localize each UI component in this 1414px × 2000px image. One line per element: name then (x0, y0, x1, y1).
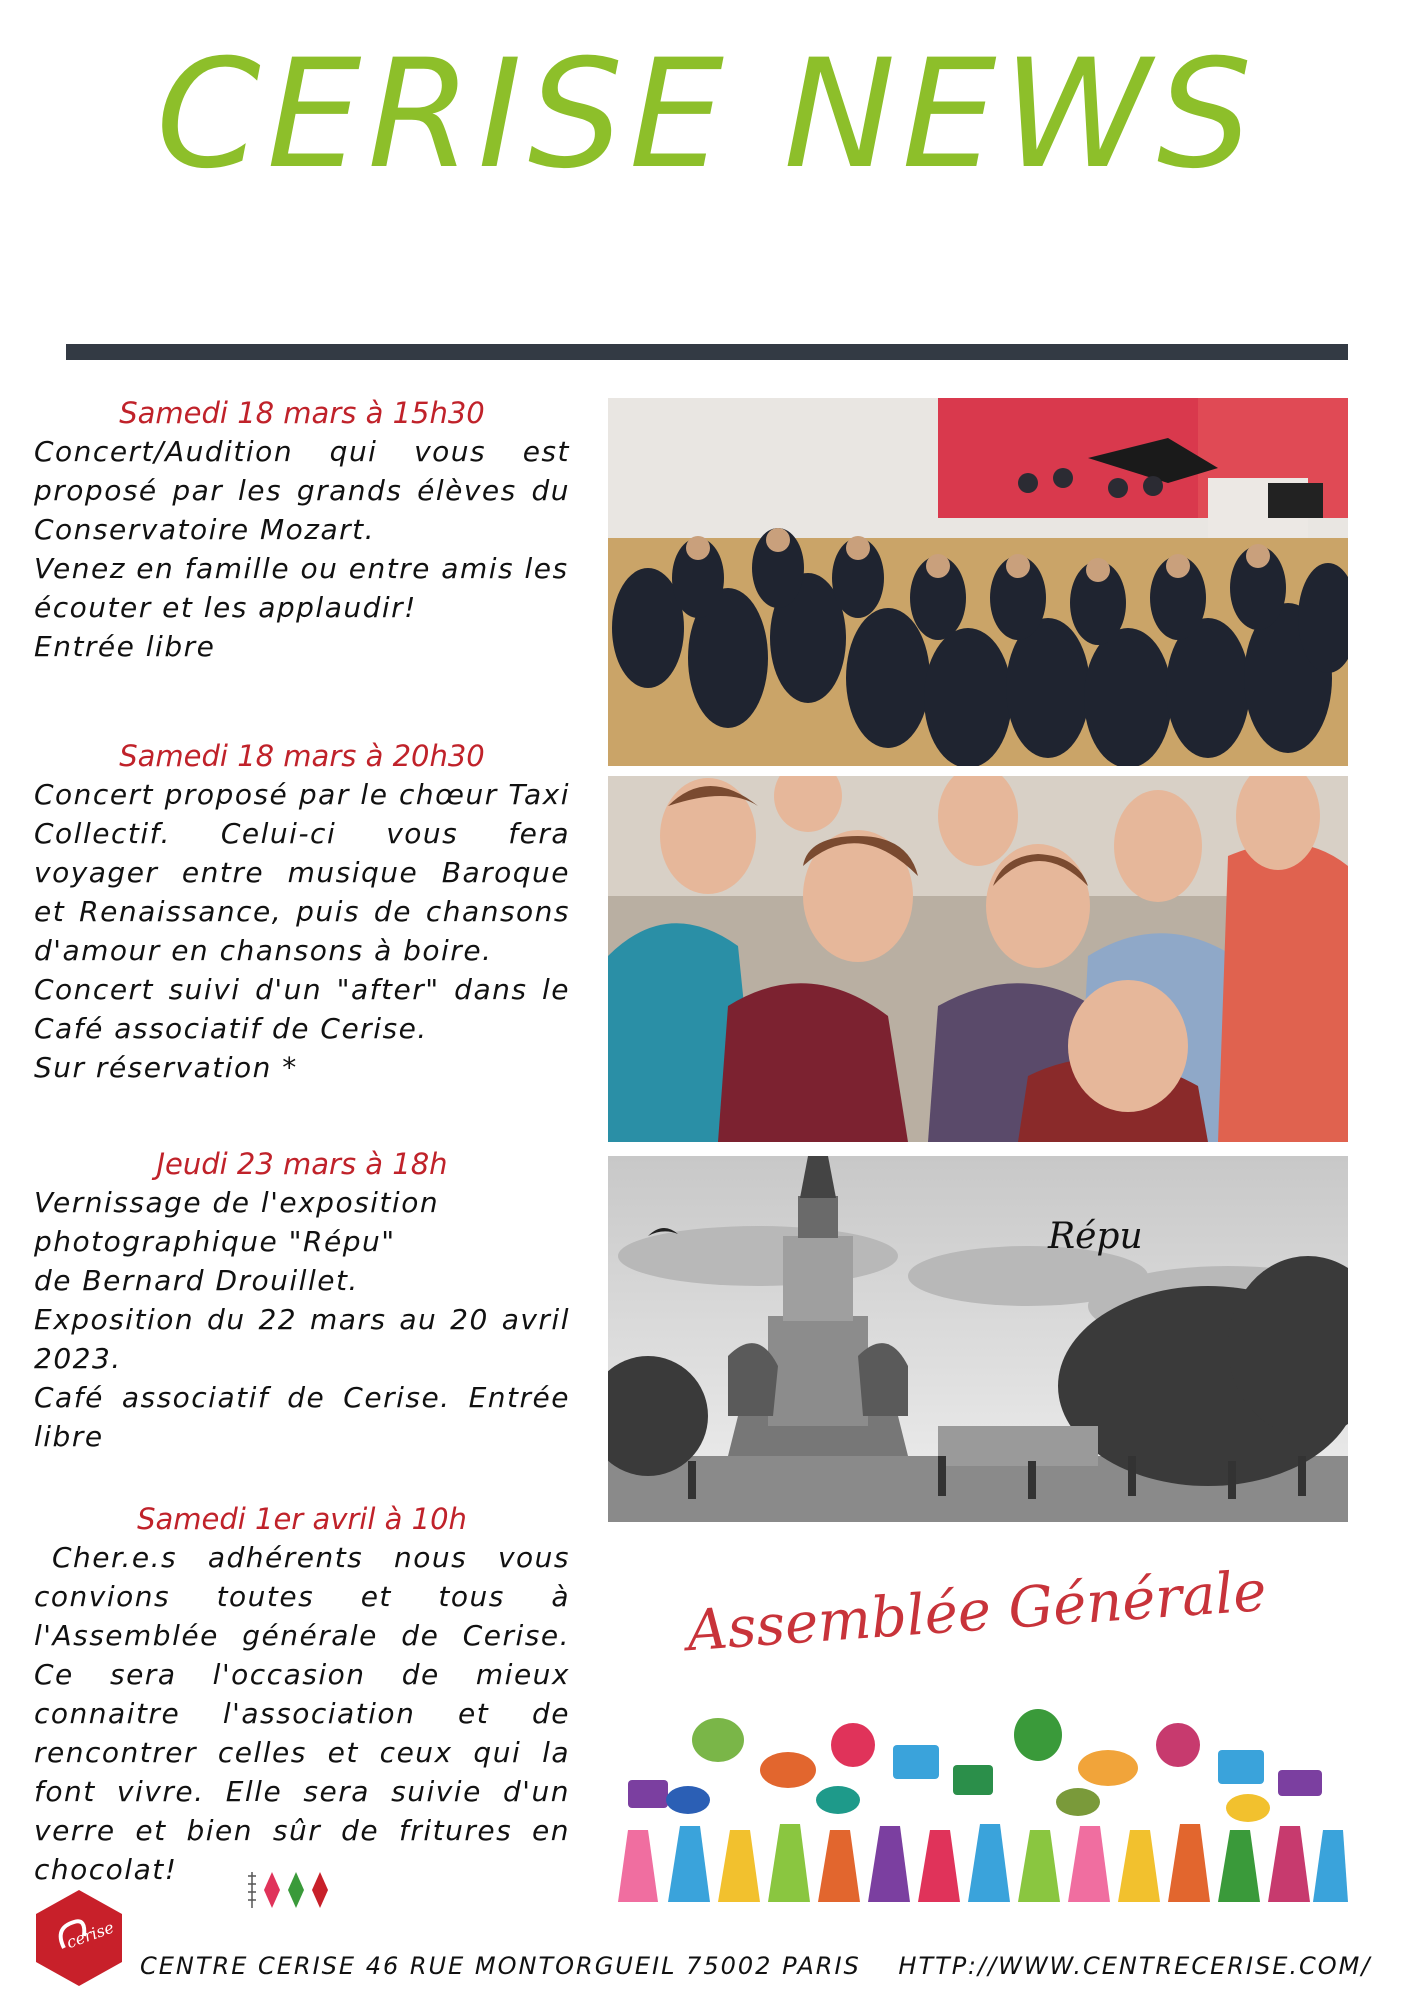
event-description (34, 1183, 570, 1456)
event-line: Vernissage de l'exposition (34, 1186, 440, 1219)
event-date: Jeudi 23 mars à 18h (156, 1147, 448, 1181)
event-description (34, 1538, 570, 1889)
event-vernissage (34, 1145, 570, 1456)
event-line: de Bernard Drouillet. (34, 1264, 359, 1297)
event-concert-audition (34, 394, 570, 666)
event-date: Samedi 18 mars à 15h30 (119, 396, 485, 430)
event-line: photographique "Répu" (34, 1225, 396, 1258)
assemblee-image (608, 1530, 1348, 1902)
event-line: Café associatif de Cerise. Entrée libre (34, 1381, 570, 1453)
event-description (34, 432, 570, 666)
event-line: Sur réservation * (34, 1051, 298, 1084)
event-date: Samedi 18 mars à 20h30 (119, 739, 485, 773)
footer (140, 1952, 1399, 1980)
page-title: CERISE NEWS (155, 28, 1259, 202)
event-assemblee (34, 1500, 570, 1889)
fish-decoration-icon (244, 1868, 334, 1912)
repu-caption: Répu (1048, 1216, 1143, 1257)
event-line: Cher.e.s adhérents nous vous convions toutes et tous à l'Assemblée générale de Cerise. Ce sera l'occasion de mieux connaitre l'association et de rencontrer celles et ceux qui la font vivre. Elle sera suivie d'un verre et bien sûr de fritures en chocolat! (34, 1541, 570, 1886)
choir-photo (608, 776, 1348, 1142)
assemblee-caption: Assemblée Générale (685, 1558, 1269, 1665)
event-line: Concert suivi d'un "after" dans le Café associatif de Cerise. (34, 973, 570, 1045)
concert-photo (608, 398, 1348, 766)
header-divider (66, 344, 1348, 360)
event-line: Concert/Audition qui vous est proposé par les grands élèves du Conservatoire Mozart. (34, 435, 570, 546)
event-choir-concert (34, 737, 570, 1087)
repu-photo (608, 1156, 1348, 1522)
event-line: Exposition du 22 mars au 20 avril 2023. (34, 1303, 570, 1375)
event-line: Concert proposé par le chœur Taxi Collectif. Celui-ci vous fera voyager entre musique Baroque et Renaissance, puis de chansons d'amour en chansons à boire. (34, 778, 570, 967)
event-date: Samedi 1er avril à 10h (137, 1502, 467, 1536)
cerise-logo (34, 1888, 124, 1988)
event-line: Venez en famille ou entre amis les écouter et les applaudir! (34, 552, 569, 624)
footer-address: CENTRE CERISE 46 RUE MONTORGUEIL 75002 PARIS (140, 1952, 861, 1980)
logo-text: cerise (63, 1917, 117, 1953)
event-description (34, 775, 570, 1087)
footer-url[interactable]: HTTP://WWW.CENTRECERISE.COM/ (898, 1952, 1372, 1980)
event-line: Entrée libre (34, 630, 216, 663)
